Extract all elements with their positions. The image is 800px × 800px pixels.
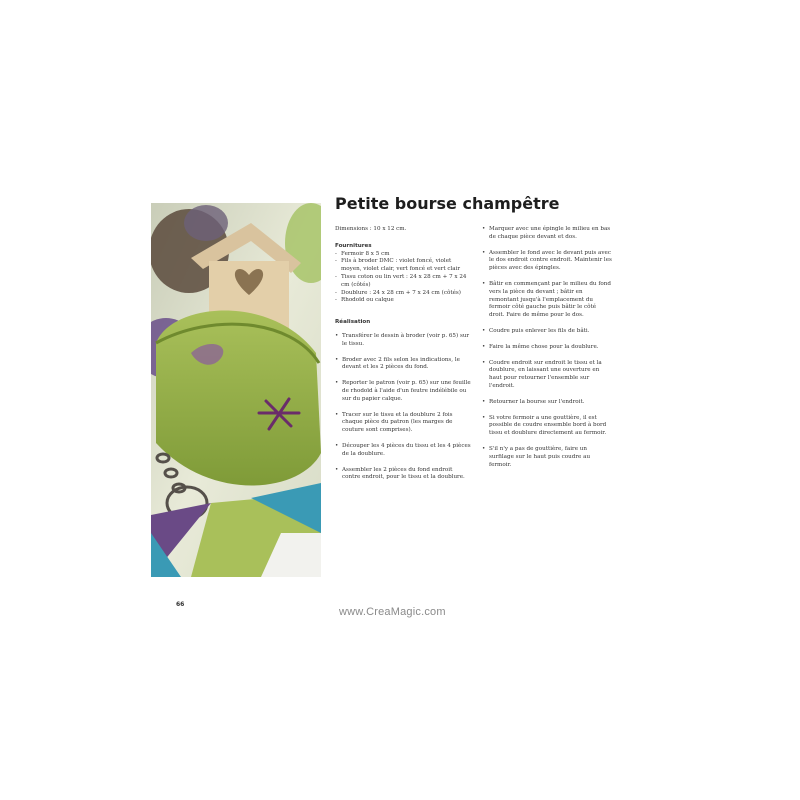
step-item: • Broder avec 2 fils selon les indications, le devant et les 2 pièces du fond. <box>335 357 471 373</box>
step-item: • Reporter le patron (voir p. 65) sur une feuille de rhodoïd à l'aide d'un feutre indélébile ou sur du papier calque. <box>335 380 471 403</box>
step-item: • Marquer avec une épingle le milieu en bas de chaque pièce devant et dos. <box>482 226 612 242</box>
photo-illustration <box>151 203 321 577</box>
step-item: • Bâtir en commençant par le milieu du fond vers la pièce du devant ; bâtir en remontant jusqu'à l'emplacement du fermoir côté gauche puis bâtir le côté droit. Faire de même pour le dos. <box>482 281 612 320</box>
watermark: www.CreaMagic.com <box>339 606 446 618</box>
step-item: • Tracer sur le tissu et la doublure 2 fois chaque pièce du patron (les marges de couture sont comprises). <box>335 412 471 435</box>
step-item: • S'il n'y a pas de gouttière, faire un surfilage sur le haut puis coudre au fermoir. <box>482 446 612 469</box>
supply-item: - Rhodoïd ou calque <box>335 297 471 305</box>
right-text-column <box>482 226 612 477</box>
realisation-heading: Réalisation <box>335 319 371 326</box>
step-item: • Transférer le dessin à broder (voir p. 65) sur le tissu. <box>335 333 471 349</box>
step-item: • Coudre puis enlever les fils de bâti. <box>482 328 612 336</box>
supply-item: - Fils à broder DMC : violet foncé, violet moyen, violet clair, vert foncé et vert clair <box>335 258 471 274</box>
steps-list-right <box>482 226 612 469</box>
step-item: • Faire la même chose pour la doublure. <box>482 344 612 352</box>
step-item: • Coudre endroit sur endroit le tissu et la doublure, en laissant une ouverture en haut pour retourner l'ensemble sur l'endroit. <box>482 360 612 391</box>
supplies-heading: Fournitures <box>335 242 372 249</box>
step-item: • Assembler le fond avec le devant puis avec le dos endroit contre endroit. Maintenir les pièces avec des épingles. <box>482 250 612 273</box>
step-item: • Retourner la bourse sur l'endroit. <box>482 399 612 407</box>
steps-list-left <box>335 333 471 482</box>
step-item: • Si votre fermoir a une gouttière, il est possible de coudre ensemble bord à bord tissu et doublure directement au fermoir. <box>482 415 612 438</box>
supplies-list <box>335 251 471 306</box>
supply-item: - Fermoir 8 x 5 cm <box>335 251 471 259</box>
page-number: 66 <box>176 601 185 608</box>
product-photo <box>151 203 321 577</box>
page-title: Petite bourse champêtre <box>335 194 560 213</box>
step-item: • Découper les 4 pièces du tissu et les 4 pièces de la doublure. <box>335 443 471 459</box>
step-item: • Assembler les 2 pièces du fond endroit contre endroit, pour le tissu et la doublure. <box>335 467 471 483</box>
dimensions-text: Dimensions : 10 x 12 cm. <box>335 226 407 232</box>
left-text-column <box>335 226 471 490</box>
supply-item: - Tissu coton ou lin vert : 24 x 28 cm + 7 x 24 cm (côtés) <box>335 274 471 290</box>
supply-item: - Doublure : 24 x 28 cm + 7 x 24 cm (côtés) <box>335 290 471 298</box>
